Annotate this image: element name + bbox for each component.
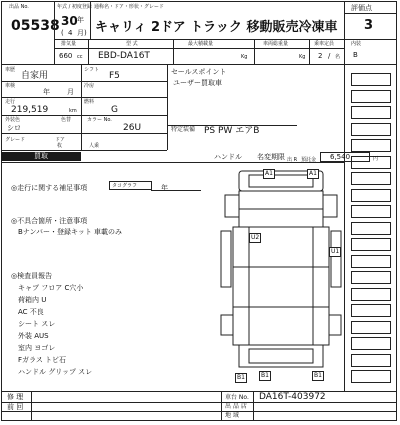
report-line: シート スレ <box>18 320 56 328</box>
month-value: 4 <box>68 29 73 37</box>
chassis-label: 車台 No. <box>225 394 249 401</box>
payload-unit: Kg <box>241 54 248 60</box>
right-front-wheel-shape <box>323 195 337 217</box>
report-line: 荷箱内 U <box>18 296 47 304</box>
model-value: EBD-DA16T <box>98 51 150 61</box>
fuel-value: G <box>111 105 118 115</box>
type-value: 自家用 <box>21 71 49 81</box>
previous-label: 前 回 <box>7 403 24 411</box>
interior-label: 内装 <box>351 41 362 47</box>
displacement-value: 660 <box>59 52 73 60</box>
mark-u2: U2 <box>251 234 260 241</box>
lot-label: 出品 No. <box>9 4 29 10</box>
interior-value: B <box>353 51 358 59</box>
shift-value: F5 <box>109 71 120 81</box>
region-label: 地 域 <box>225 412 239 419</box>
mileage-label: 走行 <box>5 99 16 105</box>
repair-label: 修 理 <box>7 393 24 401</box>
check-box <box>351 172 391 185</box>
chassis-value: DA16T-403972 <box>259 392 326 402</box>
recycle-unit: 円 <box>373 156 379 162</box>
recycle-value: 6,540 <box>330 153 351 161</box>
recycle-label: 預託金 <box>301 157 317 163</box>
previous-notes-label: ◎走行に関する補足事項 <box>11 184 88 192</box>
door-unit: 枚 <box>57 143 63 149</box>
color-value: シロ <box>7 124 21 132</box>
check-box <box>351 370 391 383</box>
mark-a1-front-right: A1 <box>309 170 317 177</box>
displacement-label: 排気量 <box>61 41 77 47</box>
taco-label: タコグラフ <box>112 183 138 189</box>
mileage-unit: km <box>69 108 77 114</box>
report-line: AC 不良 <box>18 308 44 316</box>
weight-label: 車両総重量 <box>263 41 289 47</box>
seats-value: 2 <box>318 52 323 60</box>
check-box <box>351 321 391 334</box>
cargo-box-shape <box>233 227 329 345</box>
origin-label: 出 品 店 <box>225 403 247 410</box>
check-box <box>351 123 391 136</box>
year-value: 30 <box>61 14 78 28</box>
seats-label: 乗車定員 <box>314 41 335 47</box>
month-unit: 月 <box>77 29 84 37</box>
model-label: 型 式 <box>126 41 138 47</box>
mileage-value: 219,519 <box>11 105 49 115</box>
month-open: ( <box>61 29 64 37</box>
check-box <box>351 222 391 235</box>
grade-label: グレード <box>5 137 26 143</box>
auction-sheet <box>1 1 397 421</box>
check-box <box>351 205 391 218</box>
report-line: キャブ フロア C穴小 <box>18 284 84 292</box>
equipment-label: 特定装備 <box>171 126 196 133</box>
check-box <box>351 271 391 284</box>
check-box <box>351 304 391 317</box>
left-front-wheel-shape <box>225 195 239 217</box>
color-no-label: カラー No. <box>87 117 112 123</box>
report-line: Fガラス トビ石 <box>18 356 67 364</box>
check-box <box>351 106 391 119</box>
mark-b1-rear-middle: B1 <box>261 372 269 379</box>
color-no-value: 26U <box>123 123 142 133</box>
mark-u1: U1 <box>331 248 340 255</box>
seat-label: 人乗 <box>89 143 100 149</box>
payload-label: 最大積載量 <box>188 41 214 47</box>
check-box <box>351 90 391 103</box>
defect-text: Bナンバー・登録キット 車載のみ <box>18 228 123 236</box>
vehicle-title: キャリィ 2ドア トラック 移動販売冷凍車 <box>95 20 338 35</box>
inspection-label: 車検 <box>5 83 16 89</box>
right-side-shape <box>331 231 341 287</box>
weight-unit: Kg <box>299 54 306 60</box>
month-close: ) <box>84 29 87 37</box>
sales-point-label: セールスポイント <box>171 68 227 76</box>
displacement-unit: cc <box>77 54 83 60</box>
check-box <box>351 238 391 251</box>
output-label: 出 R <box>287 157 298 163</box>
check-box <box>351 255 391 268</box>
check-box <box>351 288 391 301</box>
mark-b1-rear-right: B1 <box>314 372 322 379</box>
year-label: 年式 / 初度登録 <box>57 4 92 10</box>
equipment-value: PS PW エアB <box>204 126 260 136</box>
door-label: ドア <box>55 137 65 143</box>
check-box <box>351 337 391 350</box>
mark-a1-front-left: A1 <box>265 170 273 177</box>
check-box <box>351 139 391 152</box>
score-label: 評価点 <box>351 4 372 12</box>
check-box <box>351 189 391 202</box>
color-label: 外装色 <box>5 117 21 123</box>
shift-label: シフト <box>84 67 100 73</box>
report-line: 室内 ヨゴレ <box>18 344 56 352</box>
seats-unit: 名 <box>335 54 341 60</box>
type-label: 車歴 <box>5 67 16 73</box>
check-box <box>351 354 391 367</box>
name-change-label: 名変期限 <box>257 153 285 161</box>
sales-point-value: ユーザー買取車 <box>173 79 222 87</box>
handle-label: ハンドル <box>214 153 242 161</box>
inspection-year: 年 <box>43 88 50 96</box>
right-rear-wheel-shape <box>329 315 341 335</box>
report-line: ハンドル グリップ スレ <box>18 368 93 376</box>
left-rear-wheel-shape <box>221 315 233 335</box>
rear-shape <box>239 345 323 367</box>
ac-label: 冷房 <box>84 83 95 89</box>
left-side-shape <box>221 231 231 287</box>
report-line: 外装 AUS <box>18 332 49 340</box>
title-caption: 通称名・ドア・形状・グレード <box>94 4 164 10</box>
windshield-shape <box>249 175 313 187</box>
year-unit: 年 <box>77 16 84 24</box>
vehicle-diagram <box>219 167 343 385</box>
lot-number: 05538 <box>11 18 60 34</box>
color-change-label: 色替 <box>61 117 72 123</box>
inspector-label: ◎検査員報告 <box>11 272 53 280</box>
fuel-label: 燃料 <box>84 99 95 105</box>
score-value: 3 <box>364 18 374 33</box>
defect-label: ◎不具合箇所・注意事項 <box>11 217 88 225</box>
taco-year: 年 <box>161 184 168 192</box>
seats-slash: / <box>328 52 331 60</box>
inspection-month: 月 <box>67 88 74 96</box>
mark-b1-rear-left: B1 <box>237 374 245 381</box>
buy-stamp[interactable]: 買取 <box>1 152 81 161</box>
check-box <box>351 73 391 86</box>
